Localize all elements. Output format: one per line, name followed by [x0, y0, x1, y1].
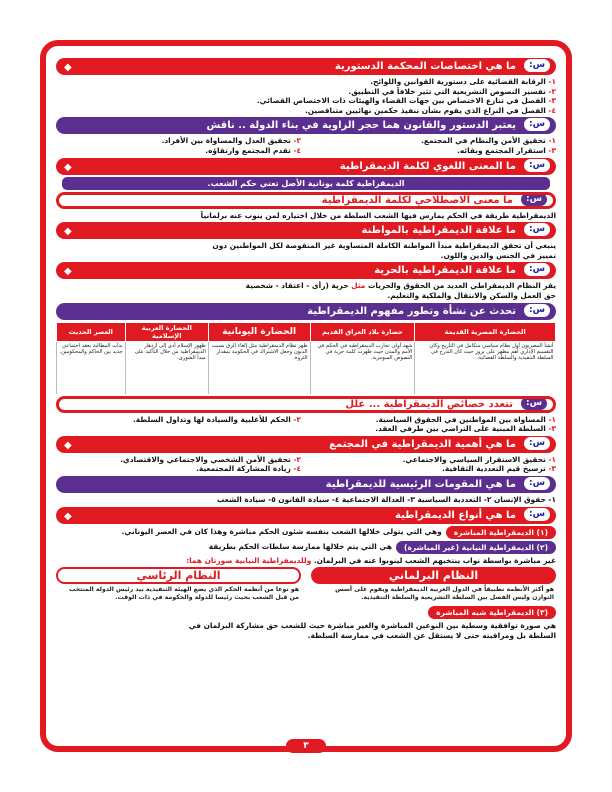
answer-line: ٣- ترسيخ قيم التعددية الثقافية.	[442, 464, 556, 474]
question-marker: س:	[524, 263, 550, 276]
question-title: ما علاقة الديمقراطية بالحرية	[374, 265, 516, 277]
table-cell: ظهور الإسلام أدى إلى ازدهار الديمقراطية من خلال التأكيد على مبدأ الشورى.	[125, 341, 208, 394]
question-title: ما هي اختصاصات المحكمة الدستورية	[334, 61, 516, 72]
question-header-constitution-law	[56, 117, 556, 134]
question-header-constitutional-court	[56, 58, 556, 75]
answer-line: السلطة بل ومراقبته حتى لا يستقل عن الشعب في ممارسة السلطة.	[307, 630, 556, 640]
answer-line: ٤- زيادة المشاركة المجتمعية.	[196, 464, 301, 474]
table-cell: بدأت المطالبة بعقد اجتماعي جديد بين الحاكم والمحكومين.	[57, 341, 126, 394]
type-text: وهي التي يتولى خلالها الشعب بنفسه شئون الحكم مباشرة وهذا كان في العصر اليوناني.	[121, 527, 442, 537]
parliamentary-system	[311, 567, 556, 604]
answer-line: يقر النظام الديمقراطي العديد من الحقوق والحريات مثل حرية (رأى - اعتقاد - شخصية	[245, 281, 556, 291]
question-title: ما هي أهمية الديمقراطية في المجتمع	[329, 438, 516, 450]
question-marker: س:	[521, 397, 547, 410]
system-title: النظام الرئاسي	[56, 567, 301, 584]
type-indirect-row	[56, 541, 556, 554]
diamond-icon: ◆	[64, 226, 72, 238]
answer-line: ١- الرقابة القضائية على دستورية القوانين واللوائح.	[370, 77, 556, 86]
type-label: (١) الديمقراطية المباشرة	[446, 526, 556, 539]
answer-line: حق العمل والسكن والانتقال والملكية والتعليم.	[387, 290, 556, 300]
answer-line: ٢- الحكم للأغلبية والسيادة لها وتداول السلطة.	[132, 414, 301, 424]
question-title: تتعدد خصائص الديمقراطية ... علل	[345, 398, 513, 410]
question-title: يعتبر الدستور والقانون هما حجر الزاوية في بناء الدولة .. ناقش	[206, 120, 516, 132]
table-cell: أنشأ المصريون أول نظام سياسي متكامل في التاريخ وكان التقسيم الإداري أهم مظهر على بروز حيث كان التدرج في السلطة التنفيذية والسلطة القضائية.	[415, 341, 556, 394]
question-header-types	[56, 507, 556, 524]
type-direct-row	[56, 526, 556, 539]
answer-line: ٢- تحقيق العدل والمساواة بين الأفراد.	[161, 136, 301, 146]
page-number: ٣	[286, 739, 326, 753]
question-header-citizenship	[56, 222, 556, 239]
answer-line: ١- المساواة بين المواطنين في الحقوق السياسية.	[375, 414, 556, 424]
type-text: هي التي يتم خلالها ممارسة سلطات الحكم بطريقة	[208, 542, 393, 552]
diamond-icon: ◆	[64, 62, 72, 73]
question-marker: س:	[524, 118, 550, 131]
civilizations-table	[56, 322, 556, 394]
answer-line: ٣- السلطة المبنية على التراضي بين طرفي العقد.	[375, 424, 556, 434]
question-marker: س:	[521, 193, 547, 206]
question-header-terminological-meaning	[56, 192, 556, 209]
answer-line: ٤- الفصل في النزاع الذي يقوم بشأن تنفيذ حكمين نهائيين متناقضين.	[304, 105, 556, 115]
answer-line: ٣- استقرار المجتمع وبقائه.	[457, 145, 556, 155]
answer-line: ٤- تقدم المجتمع وارتقاؤه.	[205, 145, 301, 155]
diamond-icon: ◆	[64, 161, 72, 173]
answer-line: ٢- تفسير النصوص التشريعية التي تثير خلافاً في التطبيق.	[348, 86, 556, 96]
question-marker: س:	[524, 304, 550, 317]
question-marker: س:	[524, 477, 550, 490]
table-header: حضارة بلاد العراق القديم	[310, 322, 415, 341]
answer-line: ١- تحقيق الأمن والنظام في المجتمع.	[421, 136, 556, 146]
question-title: ما علاقة الديمقراطية بالمواطنة	[361, 225, 516, 237]
question-marker: س:	[524, 437, 550, 450]
answer-line: ٢- تحقيق الأمن الشخصي والاجتماعي والاقتصادي.	[120, 454, 301, 464]
question-title: ما المعنى اللغوي لكلمة الديمقراطية	[339, 160, 516, 172]
question-marker: س:	[524, 59, 550, 72]
answer-row	[56, 146, 556, 156]
diamond-icon: ◆	[64, 266, 72, 278]
presidential-system	[56, 567, 301, 604]
question-header-pillars	[56, 476, 556, 493]
type-label: (٣) الديمقراطية شبه المباشرة	[428, 606, 556, 619]
table-header: الحضارة العربية الإسلامية	[125, 322, 208, 341]
system-title: النظام البرلماني	[311, 567, 556, 584]
document-content	[56, 56, 556, 640]
type-label: (٢) الديمقراطية النيابية (غير المباشرة)	[396, 541, 556, 554]
answer-line: ٣- الفصل في تنازع الاختصاص بين جهات القضاء والهيئات ذات الاختصاص القضائي.	[256, 96, 556, 106]
table-header: الحضارة اليونانية	[208, 322, 310, 341]
diamond-icon: ◆	[64, 510, 72, 522]
system-text: هو نوعا من أنظمة الحكم الذي يضع الهيئة التنفيذية بيد رئيس الدولة المنتخب من قبل الشعب بحيث رئيسا للدولة والحكومة في ذات الوقت.	[69, 586, 299, 602]
answer-highlight: الديمقراطية كلمة يونانية الأصل تعني حكم الشعب.	[62, 177, 550, 190]
type-semi-direct-row	[56, 606, 556, 619]
answer-row	[56, 136, 556, 146]
answer-row	[56, 464, 556, 474]
answer-line: هي صورة توافقية وسطية بين النوعين المباشرة والغير مباشرة حيث للشعب حق مشاركة البرلمان في	[188, 621, 556, 631]
answer-row	[56, 455, 556, 465]
question-title: ما هي المقومات الرئيسية للديمقراطية	[325, 478, 516, 490]
question-marker: س:	[524, 159, 550, 172]
table-cell: ظهر نظام الديمقراطية مثل إلغاء الرق بسبب الديون وجعل الاشتراك في الحكومة بمقدار الثروة.	[208, 341, 310, 394]
answer-line: ينبغي أن تحقق الديمقراطية مبدأ المواطنة الكاملة المتساوية غير المنقوصة لكل المواطنين دون	[212, 241, 556, 251]
diamond-icon: ◆	[64, 439, 72, 451]
question-title: ما معنى الاصطلاحي لكلمة الديمقراطية	[321, 194, 513, 206]
table-header: العصر الحديث	[57, 322, 126, 341]
systems-row	[56, 567, 556, 604]
question-marker: س:	[524, 508, 550, 521]
answer-line: ١- تحقيق الاستقرار السياسي والاجتماعي.	[402, 454, 556, 464]
answer-line: غير مباشرة بواسطة نواب ينتخبهم الشعب لينوبوا عنه في البرلمان. وللديمقراطية النيابية صورتان هما:	[186, 555, 556, 565]
question-header-linguistic-meaning	[56, 158, 556, 175]
question-marker: س:	[524, 223, 550, 236]
question-title: تحدث عن نشأة وتطور مفهوم الديمقراطية	[307, 305, 516, 317]
question-header-evolution	[56, 303, 556, 320]
table-cell: شهد أولى تجارب الديمقراطية في الحكم في الأمم والمدن حيث ظهرت كلمة حرية في النصوص السومرية.	[310, 341, 415, 394]
system-text: هو أكثر الأنظمة تطبيقاً في الدول الغربية الديمقراطية ويقوم على أسس التوازن وليس الفصل بين السلطة التشريعية والسلطة التنفيذية.	[335, 586, 554, 602]
answer-line: تمييز في الجنس والدين واللون.	[440, 250, 556, 260]
question-header-characteristics	[56, 396, 556, 413]
question-header-importance	[56, 436, 556, 453]
answer-row	[56, 415, 556, 425]
answer-line: ١- حقوق الإنسان ٢- التعددية السياسية ٣- العدالة الاجتماعية ٤- سيادة القانون ٥- سيادة الشعب	[216, 494, 556, 504]
question-title: ما هي أنواع الديمقراطية	[395, 509, 516, 521]
question-header-freedom	[56, 262, 556, 279]
answer-line: الديمقراطية طريقة في الحكم يمارس فيها الشعب السلطة من خلال اختياره لمن ينوب عنه برلمانياً	[200, 210, 556, 220]
table-header: الحضارة المصرية القديمة	[415, 322, 556, 341]
